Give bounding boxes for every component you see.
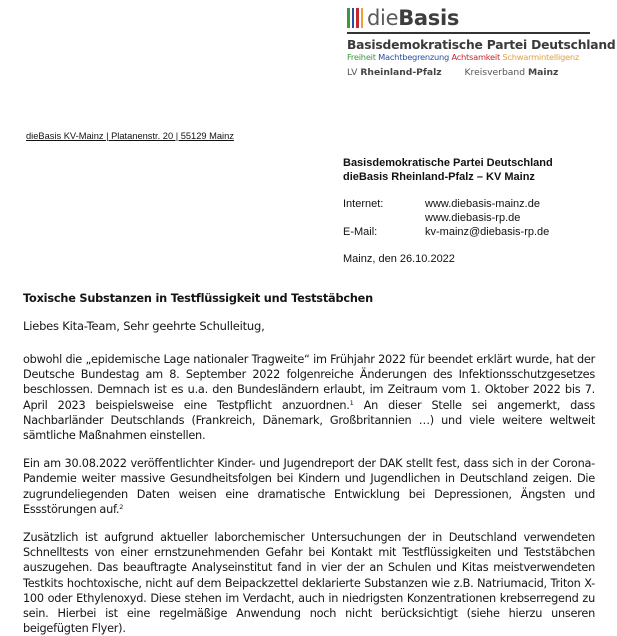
contact-row-internet-2 xyxy=(343,211,549,225)
internet-url-2[interactable]: www.diebasis-rp.de xyxy=(425,212,521,224)
party-name: Basisdemokratische Partei Deutschland xyxy=(347,37,616,52)
logo-bar-red xyxy=(356,8,359,28)
logo-wordmark xyxy=(347,4,592,30)
internet-url-1[interactable]: www.diebasis-mainz.de xyxy=(425,198,540,210)
internet-label: Internet: xyxy=(343,198,384,210)
paragraph-2-text: Ein am 30.08.2022 veröffentlichter Kinder- und Jugendreport der DAK stellt fest, dass sich in der Corona-Pandemie weiter massive Gesundheitsfolgen bei Kindern und Jugendlichen in Deutschland zeigen. Die zugrundeliegenden Daten weisen eine dramatische Entwicklung bei Depressionen, Ängsten und Essstörungen auf. xyxy=(23,457,595,516)
lv-name: Rheinland-Pfalz xyxy=(360,66,442,78)
logo-bar-green xyxy=(347,8,350,28)
logo-divider xyxy=(347,32,590,34)
letter-salutation: Liebes Kita-Team, Sehr geehrte Schulleitug, xyxy=(23,319,265,333)
letter-subject: Toxische Substanzen in Testflüssigkeit und Teststäbchen xyxy=(23,292,373,305)
contact-org-line2: dieBasis Rheinland-Pfalz – KV Mainz xyxy=(343,171,535,183)
value-schwarmintelligenz: Schwarmintelligenz xyxy=(502,51,579,62)
sender-address-line: dieBasis KV-Mainz | Platanenstr. 20 | 55129 Mainz xyxy=(26,131,234,141)
brand-light: die xyxy=(367,6,399,30)
logo-bar-blue xyxy=(352,8,355,28)
logo-bar-orange xyxy=(361,8,364,28)
region-line xyxy=(347,67,592,78)
brand-bold: Basis xyxy=(398,6,460,30)
value-achtsamkeit: Achtsamkeit xyxy=(451,51,500,62)
brand-name xyxy=(367,6,459,30)
paragraph-1 xyxy=(23,352,595,443)
contact-org-line1: Basisdemokratische Partei Deutschland xyxy=(343,157,553,169)
contact-row-internet xyxy=(343,197,549,211)
logo-bars-icon xyxy=(347,8,363,28)
paragraph-1-text-b: An dieser Stelle sei angemerkt, dass Nachbarländer Deutschlands (Frankreich, Dänemark, Großbritannien …) und viele weitere weltweit sämtliche Maßnahmen einstellen. xyxy=(23,398,596,443)
lv-prefix: LV xyxy=(347,66,358,78)
footnote-ref-1[interactable]: 1 xyxy=(349,398,354,407)
contact-row-email xyxy=(343,225,549,239)
email-address[interactable]: kv-mainz@diebasis-rp.de xyxy=(425,226,550,238)
contact-table xyxy=(343,197,549,239)
paragraph-3: Zusätzlich ist aufgrund aktueller laborchemischer Untersuchungen der in Deutschland verwendeten Schnelltests von einer ernstzunehmenden Gefahr bei Kontakt mit Testflüssigkeiten und Teststäbchen auszugehen. Das beauftragte Analyseinstitut fand in vier der an Schulen und Kitas meistverwendeten Testkits hochtoxische, nicht auf dem Beipackzettel deklarierte Substanzen wie z.B. Natriumacid, Triton X-100 oder Ethylenoxyd. Diese stehen im Verdacht, auch in niedrigsten Konzentrationen krebserregend zu sein. Hierbei ist eine regelmäßige Anwendung noch nicht berücksichtigt (siehe hierzu unseren beigefügten Flyer). xyxy=(23,531,595,636)
email-label: E-Mail: xyxy=(343,226,378,238)
paragraph-1-text-a: obwohl die „epidemische Lage nationaler Tragweite“ im Frühjahr 2022 für beendet erklärt wurde, hat der Deutsche Bundestag am 8. September 2022 folgenreiche Änderungen des Infektionsschutzgesetzes beschlossen. Demnach ist es u.a. den Bundesländern erlaubt, im Zeitraum vom 1. Oktober 2022 bis 7. April 2023 beispielsweise eine Testpflicht anzuordnen. xyxy=(23,353,595,412)
letterhead-logo xyxy=(347,4,616,78)
contact-block xyxy=(343,156,553,266)
paragraph-2 xyxy=(23,456,595,517)
letter-date: Mainz, den 26.10.2022 xyxy=(343,253,455,265)
kv-prefix: Kreisverband xyxy=(464,66,526,78)
value-machtbegrenzung: Machtbegrenzung xyxy=(378,51,450,62)
value-freiheit: Freiheit xyxy=(347,51,376,62)
footnote-ref-2[interactable]: 2 xyxy=(119,502,124,511)
party-values xyxy=(347,52,592,62)
letter-body xyxy=(23,291,595,636)
kv-name: Mainz xyxy=(528,66,559,78)
